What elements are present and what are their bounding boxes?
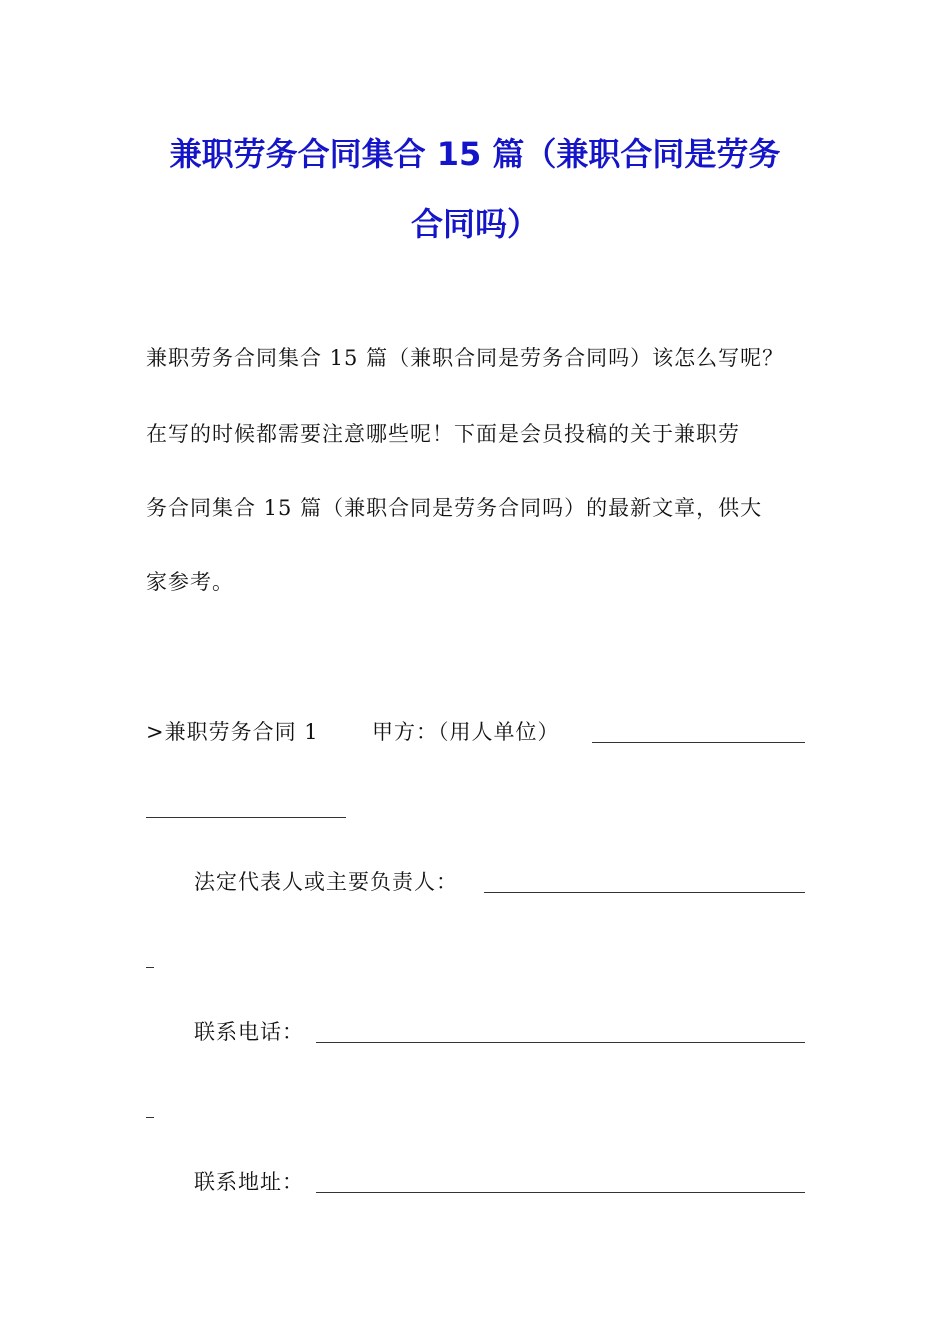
- intro-paragraph-line-1: 兼职劳务合同集合 15 篇（兼职合同是劳务合同吗）该怎么写呢？: [146, 346, 785, 370]
- party-a-fill-line: [592, 742, 805, 743]
- party-a-label: 甲方：（用人单位）: [372, 720, 560, 744]
- contact-phone-fill-line-continued: [146, 1117, 154, 1118]
- party-a-fill-line-continued: [146, 817, 346, 818]
- intro-paragraph-line-4: 家参考。: [146, 570, 234, 594]
- legal-representative-fill-line: [484, 892, 805, 893]
- intro-paragraph-line-2: 在写的时候都需要注意哪些呢！下面是会员投稿的关于兼职劳: [146, 422, 740, 446]
- document-title-line-2: 合同吗）: [410, 205, 539, 243]
- legal-representative-fill-line-continued: [146, 967, 154, 968]
- legal-representative-label: 法定代表人或主要负责人：: [194, 870, 458, 894]
- contact-address-fill-line: [316, 1192, 805, 1193]
- contact-phone-label: 联系电话：: [194, 1020, 304, 1044]
- contact-phone-fill-line: [316, 1042, 805, 1043]
- document-title-line-1: 兼职劳务合同集合 15 篇（兼职合同是劳务: [169, 135, 781, 173]
- contract-section-heading: >兼职劳务合同 1: [146, 720, 319, 744]
- contact-address-label: 联系地址：: [194, 1170, 304, 1194]
- intro-paragraph-line-3: 务合同集合 15 篇（兼职合同是劳务合同吗）的最新文章，供大: [146, 496, 763, 520]
